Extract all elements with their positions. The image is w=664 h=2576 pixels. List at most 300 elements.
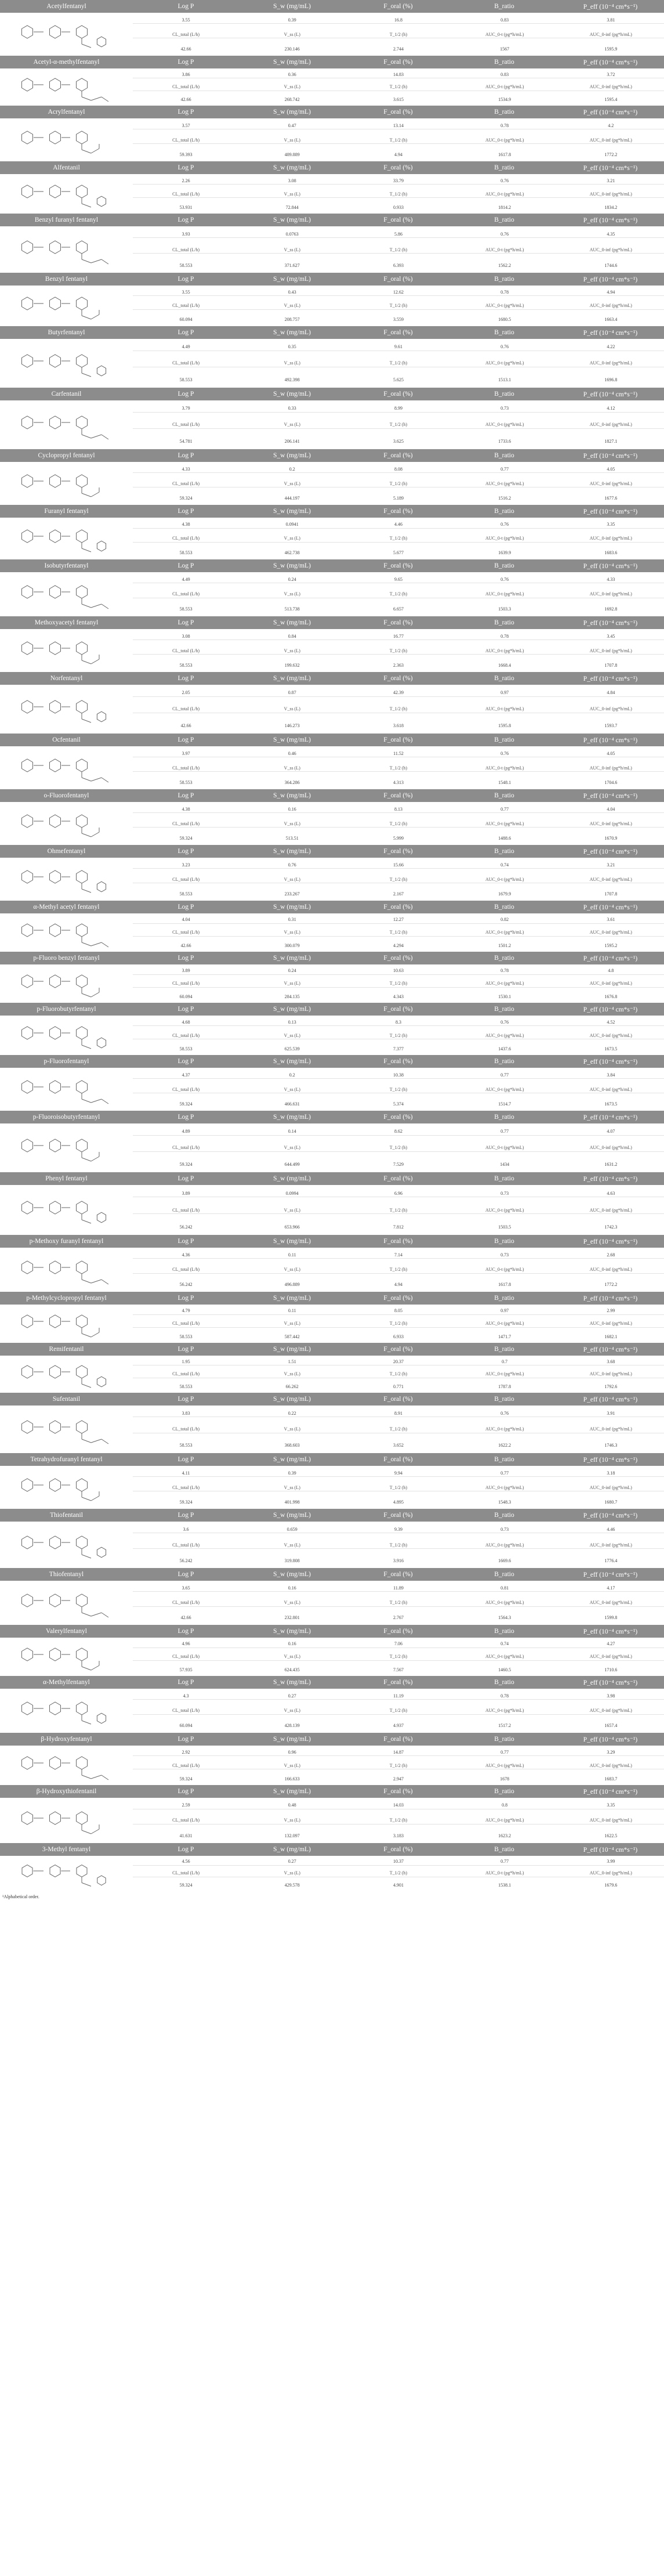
pk-values-row — [133, 1333, 664, 1340]
pk-label: V_ss (L) — [284, 648, 300, 653]
property-values-row — [133, 1018, 664, 1026]
pk-label: T_1/2 (h) — [389, 247, 408, 252]
property-value: 1.95 — [182, 1359, 190, 1364]
pk-labels-row — [133, 1371, 664, 1378]
compound-body — [0, 462, 664, 505]
pk-label: CL_total (L/h) — [172, 1032, 200, 1038]
column-header: Log P — [177, 848, 194, 855]
pk-label: AUC_0-inf (pg*h/mL) — [589, 1321, 632, 1327]
structure-cell — [0, 913, 133, 952]
property-values-row — [133, 633, 664, 640]
pk-value: 5.189 — [393, 495, 404, 501]
property-value: 0.76 — [500, 178, 509, 183]
compound-entry — [0, 845, 664, 901]
pk-label: AUC_0-inf (pg*h/mL) — [589, 84, 632, 90]
property-rows — [133, 629, 664, 672]
structure-cell — [0, 518, 133, 559]
pk-values-row — [133, 1614, 664, 1621]
column-header: B_ratio — [494, 216, 514, 223]
pk-value: 4.94 — [394, 151, 402, 157]
pk-value: 1567 — [500, 46, 510, 52]
compound-name: Methoxyacetyl fentanyl — [34, 619, 99, 626]
column-header: F_oral (%) — [383, 164, 413, 171]
property-value: 16.77 — [393, 633, 404, 639]
pk-value: 3.183 — [393, 1833, 404, 1838]
column-header: Log P — [177, 508, 194, 515]
chemical-structure-image — [14, 1407, 119, 1451]
pk-label: AUC_0-t (pg*h/mL) — [485, 648, 524, 653]
pk-label: CL_total (L/h) — [172, 1207, 200, 1213]
compound-name: Benzyl furanyl fentanyl — [34, 216, 99, 223]
pk-value: 1733.6 — [498, 438, 511, 444]
pk-value: 1593.7 — [604, 722, 618, 728]
pk-label: AUC_0-t (pg*h/mL) — [485, 31, 524, 37]
property-values-row — [133, 16, 664, 24]
pk-labels-row — [133, 820, 664, 828]
pk-value: 4.294 — [393, 942, 404, 948]
property-value: 8.99 — [394, 406, 402, 411]
pk-label: AUC_0-t (pg*h/mL) — [485, 1542, 524, 1548]
property-value: 3.57 — [182, 122, 190, 128]
property-value: 15.66 — [393, 862, 404, 868]
pk-value: 319.808 — [284, 1558, 300, 1563]
property-values-row — [133, 1128, 664, 1136]
column-header: P_eff (10⁻⁴ cm*s⁻¹) — [583, 1006, 638, 1013]
pk-labels-row — [133, 535, 664, 543]
property-value: 0.46 — [288, 750, 296, 756]
structure-cell — [0, 1522, 133, 1568]
column-header: S_w (mg/mL) — [273, 1571, 311, 1578]
property-value: 9.94 — [394, 1470, 402, 1476]
property-value: 3.55 — [182, 17, 190, 23]
structure-cell — [0, 1248, 133, 1292]
property-value: 3.21 — [607, 178, 615, 183]
compound-name: p-Fluoroisobutyrfentanyl — [32, 1114, 100, 1121]
property-values-row — [133, 1410, 664, 1417]
property-rows — [133, 1016, 664, 1055]
pk-label: T_1/2 (h) — [389, 1426, 408, 1432]
chemical-structure-image — [14, 1249, 119, 1290]
column-header: F_oral (%) — [383, 1175, 413, 1182]
pk-label: V_ss (L) — [284, 1371, 300, 1377]
column-header: S_w (mg/mL) — [273, 1512, 311, 1519]
property-value: 0.73 — [500, 1526, 509, 1532]
pk-value: 1530.1 — [498, 993, 511, 999]
pk-label: AUC_0-inf (pg*h/mL) — [589, 1145, 632, 1151]
structure-cell — [0, 226, 133, 273]
column-header: Log P — [177, 109, 194, 115]
structure-cell — [0, 802, 133, 845]
pk-label: T_1/2 (h) — [389, 1032, 408, 1038]
column-header: Log P — [177, 329, 194, 336]
property-value: 3.21 — [607, 862, 615, 868]
pk-label: V_ss (L) — [284, 1267, 300, 1273]
pk-values-row — [133, 993, 664, 1000]
pk-labels-row — [133, 980, 664, 988]
pk-values-row — [133, 316, 664, 323]
column-header: S_w (mg/mL) — [273, 904, 311, 911]
pk-label: V_ss (L) — [284, 1207, 300, 1213]
column-header: S_w (mg/mL) — [273, 508, 311, 515]
property-values-row — [133, 177, 664, 185]
pk-labels-row — [133, 764, 664, 772]
property-rows — [133, 400, 664, 449]
pk-label: V_ss (L) — [284, 1321, 300, 1327]
column-header: B_ratio — [494, 1346, 514, 1353]
compound-header-row — [0, 789, 664, 802]
property-value: 3.83 — [182, 1410, 190, 1416]
compound-header-row — [0, 1453, 664, 1466]
column-header: S_w (mg/mL) — [273, 1396, 311, 1403]
pk-label: AUC_0-inf (pg*h/mL) — [589, 422, 632, 428]
pk-value: 1622.2 — [498, 1443, 511, 1448]
pk-values-row — [133, 1498, 664, 1505]
pk-values-row — [133, 1722, 664, 1729]
pk-labels-row — [133, 1653, 664, 1661]
pk-label: AUC_0-inf (pg*h/mL) — [589, 303, 632, 309]
property-rows — [133, 13, 664, 56]
chemical-structure-image — [14, 287, 119, 324]
compound-name: Norfentanyl — [50, 675, 83, 682]
property-value: 4.38 — [182, 806, 190, 812]
pk-value: 4.895 — [393, 1499, 404, 1505]
property-rows — [133, 1068, 664, 1111]
pk-value: 513.51 — [285, 835, 299, 841]
compound-body — [0, 118, 664, 161]
property-value: 7.06 — [394, 1641, 402, 1647]
compound-body — [0, 629, 664, 672]
pk-label: CL_total (L/h) — [172, 591, 200, 597]
compound-body — [0, 1689, 664, 1733]
pk-value: 1792.6 — [604, 1384, 618, 1390]
compound-body — [0, 339, 664, 388]
column-header: Log P — [177, 1628, 194, 1635]
compound-entry — [0, 1172, 664, 1235]
pk-value: 58.553 — [179, 779, 193, 785]
column-header: P_eff (10⁻⁴ cm*s⁻¹) — [583, 620, 638, 627]
pk-label: AUC_0-t (pg*h/mL) — [485, 1654, 524, 1660]
pk-label: V_ss (L) — [284, 1542, 300, 1548]
structure-cell — [0, 1466, 133, 1509]
pk-value: 42.66 — [180, 722, 191, 728]
structure-cell — [0, 400, 133, 449]
pk-label: T_1/2 (h) — [389, 1762, 408, 1768]
pk-value: 59.324 — [179, 495, 193, 501]
property-rows — [133, 462, 664, 505]
property-value: 0.36 — [288, 71, 296, 77]
column-header: Log P — [177, 1846, 194, 1853]
pk-label: T_1/2 (h) — [389, 1267, 408, 1273]
pk-label: AUC_0-t (pg*h/mL) — [485, 1086, 524, 1092]
pk-value: 496.889 — [284, 1282, 300, 1288]
column-header: B_ratio — [494, 391, 514, 398]
pk-value: 364.286 — [284, 779, 300, 785]
pk-value: 1639.9 — [498, 550, 511, 555]
property-value: 4.52 — [607, 1019, 615, 1025]
compound-header-row — [0, 326, 664, 339]
pk-value: 1663.4 — [604, 317, 618, 323]
property-rows — [133, 1356, 664, 1393]
property-value: 3.99 — [607, 1859, 615, 1865]
pk-value: 1680.7 — [604, 1499, 618, 1505]
pk-label: AUC_0-t (pg*h/mL) — [485, 536, 524, 541]
property-values-row — [133, 1641, 664, 1648]
pk-value: 58.553 — [179, 377, 193, 382]
pk-label: CL_total (L/h) — [172, 1484, 200, 1490]
property-values-row — [133, 1692, 664, 1700]
compound-name: Cyclopropyl fentanyl — [38, 452, 95, 459]
pk-values-row — [133, 1666, 664, 1673]
pk-label: CL_total (L/h) — [172, 303, 200, 309]
pk-label: T_1/2 (h) — [389, 648, 408, 653]
pk-values-row — [133, 262, 664, 269]
compound-body — [0, 572, 664, 616]
column-header: P_eff (10⁻⁴ cm*s⁻¹) — [583, 1295, 638, 1302]
pk-value: 1772.2 — [604, 151, 618, 157]
property-value: 0.77 — [500, 1129, 509, 1135]
pk-value: 7.377 — [393, 1046, 404, 1052]
property-values-row — [133, 288, 664, 296]
compound-entry — [0, 1343, 664, 1393]
structure-cell — [0, 1798, 133, 1843]
pk-label: AUC_0-t (pg*h/mL) — [485, 303, 524, 309]
property-rows — [133, 1248, 664, 1292]
pk-labels-row — [133, 136, 664, 144]
pk-label: CL_total (L/h) — [172, 84, 200, 90]
property-values-row — [133, 465, 664, 473]
pk-label: AUC_0-t (pg*h/mL) — [485, 765, 524, 771]
column-header: Log P — [177, 1295, 194, 1302]
pk-label: T_1/2 (h) — [389, 480, 408, 486]
pk-value: 4.901 — [393, 1882, 404, 1888]
column-header: B_ratio — [494, 792, 514, 799]
pk-label: V_ss (L) — [284, 591, 300, 597]
structure-cell — [0, 1185, 133, 1235]
column-header: F_oral (%) — [383, 955, 413, 962]
pk-label: V_ss (L) — [284, 1484, 300, 1490]
column-header: B_ratio — [494, 1295, 514, 1302]
column-header: S_w (mg/mL) — [273, 109, 311, 115]
column-header: F_oral (%) — [383, 1628, 413, 1635]
pk-label: CL_total (L/h) — [172, 706, 200, 712]
structure-cell — [0, 1638, 133, 1676]
pk-value: 132.097 — [284, 1833, 300, 1838]
chemical-structure-image — [14, 574, 119, 615]
property-values-row — [133, 1526, 664, 1533]
pk-value: 1434 — [500, 1161, 510, 1167]
column-header: Log P — [177, 675, 194, 682]
compound-header-row — [0, 1003, 664, 1016]
property-values-row — [133, 1802, 664, 1809]
pk-label: T_1/2 (h) — [389, 536, 408, 541]
column-header: P_eff (10⁻⁴ cm*s⁻¹) — [583, 391, 638, 398]
structure-cell — [0, 286, 133, 326]
column-header: Log P — [177, 3, 194, 10]
property-value: 9.39 — [394, 1526, 402, 1532]
pk-labels-row — [133, 1206, 664, 1214]
pk-values-row — [133, 204, 664, 211]
property-value: 4.35 — [607, 231, 615, 237]
pk-value: 492.398 — [284, 377, 300, 382]
property-value: 5.86 — [394, 231, 402, 237]
pk-label: AUC_0-inf (pg*h/mL) — [589, 648, 632, 653]
pk-value: 60.094 — [179, 1723, 193, 1729]
compound-body — [0, 1305, 664, 1343]
pk-value: 58.553 — [179, 550, 193, 555]
pk-label: V_ss (L) — [284, 765, 300, 771]
pk-label: AUC_0-t (pg*h/mL) — [485, 981, 524, 987]
pk-label: CL_total (L/h) — [172, 1708, 200, 1714]
pk-label: AUC_0-t (pg*h/mL) — [485, 1600, 524, 1606]
compound-name: 3-Methyl fentanyl — [42, 1846, 91, 1853]
column-header: Log P — [177, 1058, 194, 1065]
column-header: P_eff (10⁻⁴ cm*s⁻¹) — [583, 109, 638, 116]
pk-label: CL_total (L/h) — [172, 1371, 200, 1377]
pk-value: 1683.7 — [604, 1776, 618, 1782]
property-rows — [133, 802, 664, 845]
column-header: S_w (mg/mL) — [273, 452, 311, 459]
pk-value: 1827.1 — [604, 438, 618, 444]
pk-value: 1814.2 — [498, 204, 511, 210]
column-header: F_oral (%) — [383, 59, 413, 66]
column-header: F_oral (%) — [383, 1679, 413, 1686]
pk-labels-row — [133, 1086, 664, 1093]
property-value: 2.68 — [607, 1252, 615, 1258]
property-values-row — [133, 344, 664, 351]
compound-name: Butyrfentanyl — [48, 329, 85, 336]
pk-label: CL_total (L/h) — [172, 765, 200, 771]
pk-labels-row — [133, 1032, 664, 1039]
column-header: B_ratio — [494, 1058, 514, 1065]
chemical-structure-image — [14, 631, 119, 670]
property-value: 0.2 — [289, 466, 295, 472]
property-value: 0.76 — [500, 576, 509, 582]
pk-value: 58.553 — [179, 891, 193, 897]
property-values-row — [133, 1251, 664, 1259]
pk-label: AUC_0-t (pg*h/mL) — [485, 84, 524, 90]
column-header: Log P — [177, 1456, 194, 1463]
pk-labels-row — [133, 84, 664, 91]
chemical-structure-image — [14, 1070, 119, 1109]
compound-entry — [0, 388, 664, 449]
compound-body — [0, 858, 664, 901]
compound-header-row — [0, 734, 664, 746]
pk-label: CL_total (L/h) — [172, 1818, 200, 1823]
property-rows — [133, 68, 664, 106]
compound-entry — [0, 273, 664, 326]
pk-label: AUC_0-t (pg*h/mL) — [485, 930, 524, 935]
pk-labels-row — [133, 31, 664, 38]
column-header: F_oral (%) — [383, 3, 413, 10]
property-value: 0.16 — [288, 806, 296, 812]
compound-name: β-Hydroxyfentanyl — [41, 1736, 92, 1743]
structure-cell — [0, 746, 133, 789]
property-value: 3.84 — [607, 1072, 615, 1078]
property-value: 2.05 — [182, 690, 190, 696]
chemical-structure-image — [14, 1858, 119, 1889]
column-header: P_eff (10⁻⁴ cm*s⁻¹) — [583, 675, 638, 682]
column-header: P_eff (10⁻⁴ cm*s⁻¹) — [583, 1238, 638, 1245]
property-rows — [133, 174, 664, 214]
compound-body — [0, 1248, 664, 1292]
pk-label: T_1/2 (h) — [389, 191, 408, 197]
pk-label: CL_total (L/h) — [172, 360, 200, 366]
pk-label: CL_total (L/h) — [172, 1600, 200, 1606]
pk-label: CL_total (L/h) — [172, 536, 200, 541]
property-rows — [133, 1746, 664, 1785]
property-values-row — [133, 230, 664, 238]
pk-value: 2.744 — [393, 46, 404, 52]
compound-name: p-Fluorobutyrfentanyl — [37, 1006, 96, 1013]
pk-value: 7.812 — [393, 1224, 404, 1230]
property-value: 0.84 — [288, 633, 296, 639]
column-header: Log P — [177, 736, 194, 743]
chemical-structure-image — [14, 120, 119, 160]
compound-entry — [0, 326, 664, 388]
compound-name: Acetyl-α-methylfentanyl — [33, 59, 100, 66]
property-value: 3.45 — [607, 633, 615, 639]
pk-value: 3.625 — [393, 438, 404, 444]
column-header: F_oral (%) — [383, 1736, 413, 1743]
column-header: B_ratio — [494, 164, 514, 171]
property-value: 3.89 — [182, 1190, 190, 1196]
property-value: 0.0994 — [285, 1190, 299, 1196]
compound-entry — [0, 789, 664, 845]
column-header: Log P — [177, 216, 194, 223]
pk-value: 1678 — [500, 1776, 510, 1782]
structure-cell — [0, 1356, 133, 1393]
property-value: 10.38 — [393, 1072, 404, 1078]
pk-value: 1595.9 — [604, 46, 618, 52]
pk-labels-row — [133, 360, 664, 367]
compound-name: p-Methylcyclopropyl fentanyl — [26, 1295, 107, 1302]
property-value: 0.77 — [500, 1859, 509, 1865]
property-value: 4.68 — [182, 1019, 190, 1025]
column-header: F_oral (%) — [383, 216, 413, 223]
column-header: B_ratio — [494, 508, 514, 515]
compound-name: Sufentanil — [52, 1396, 81, 1403]
pk-label: V_ss (L) — [284, 706, 300, 712]
compound-body — [0, 1356, 664, 1393]
pk-values-row — [133, 96, 664, 103]
pk-value: 6.393 — [393, 262, 404, 268]
pk-label: AUC_0-t (pg*h/mL) — [485, 1484, 524, 1490]
column-header: B_ratio — [494, 109, 514, 115]
pk-value: 1670.9 — [604, 835, 618, 841]
column-header: F_oral (%) — [383, 619, 413, 626]
chemical-structure-image — [14, 966, 119, 1001]
property-value: 42.39 — [393, 690, 404, 696]
property-values-row — [133, 805, 664, 813]
property-value: 3.98 — [607, 1693, 615, 1699]
compound-header-row — [0, 161, 664, 174]
compound-name: α-Methylfentanyl — [43, 1679, 90, 1686]
property-value: 3.93 — [182, 231, 190, 237]
column-header: S_w (mg/mL) — [273, 619, 311, 626]
pk-value: 1787.8 — [498, 1384, 511, 1390]
property-value: 0.24 — [288, 968, 296, 974]
pk-value: 3.615 — [393, 97, 404, 103]
column-header: S_w (mg/mL) — [273, 391, 311, 398]
column-header: P_eff (10⁻⁴ cm*s⁻¹) — [583, 330, 638, 337]
pk-value: 587.442 — [284, 1334, 300, 1339]
pk-value: 59.393 — [179, 151, 193, 157]
pk-value: 0.933 — [393, 204, 404, 210]
property-value: 0.83 — [500, 17, 509, 23]
property-values-row — [133, 1190, 664, 1197]
property-values-row — [133, 71, 664, 78]
pk-value: 59.324 — [179, 1161, 193, 1167]
